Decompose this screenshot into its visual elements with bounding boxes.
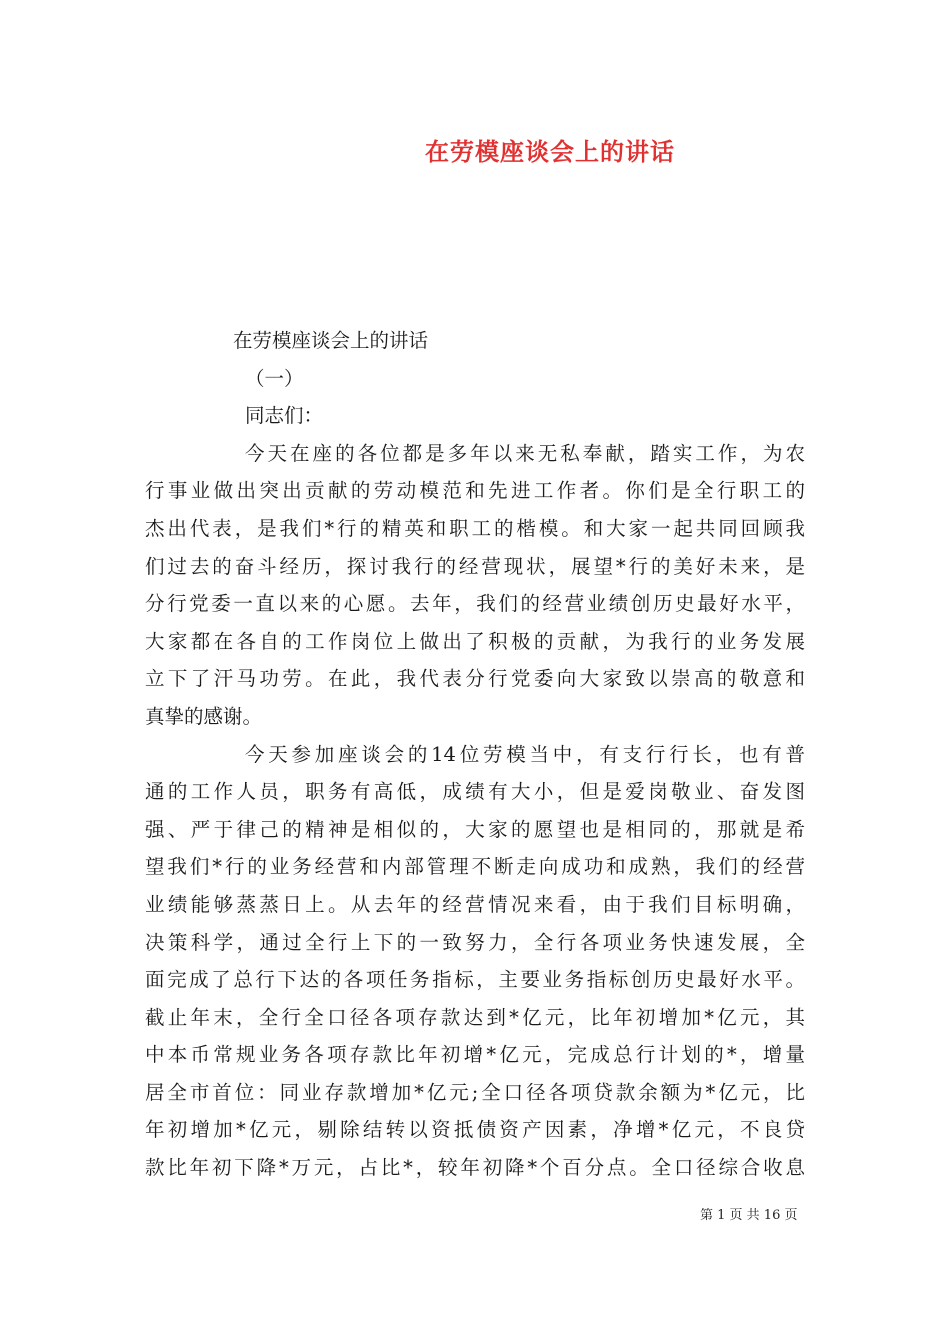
text-line: 面完成了总行下达的各项任务指标，主要业务指标创历史最好水平。 — [145, 968, 805, 992]
text-line: 立下了汗马功劳。在此，我代表分行党委向大家致以崇高的敬意和 — [145, 667, 805, 691]
document-body — [145, 322, 805, 1187]
greeting: 同志们： — [245, 404, 324, 428]
text-line: 决策科学，通过全行上下的一致努力，全行各项业务快速发展，全 — [145, 930, 805, 954]
section-mark: （一） — [245, 366, 304, 390]
text-line: 今天在座的各位都是多年以来无私奉献，踏实工作，为农 — [245, 441, 805, 465]
text-line: 居全市首位：同业存款增加*亿元;全口径各项贷款余额为*亿元，比 — [145, 1080, 805, 1104]
text-line: 杰出代表，是我们*行的精英和职工的楷模。和大家一起共同回顾我 — [145, 516, 805, 540]
page-title: 在劳模座谈会上的讲话 — [425, 137, 675, 166]
paragraph-2 — [145, 736, 805, 1187]
document-subtitle: 在劳模座谈会上的讲话 — [233, 329, 429, 352]
text-line: 望我们*行的业务经营和内部管理不断走向成功和成熟，我们的经营 — [145, 855, 805, 879]
text-line: 通的工作人员，职务有高低，成绩有大小，但是爱岗敬业、奋发图 — [145, 780, 805, 804]
text-line: 中本币常规业务各项存款比年初增*亿元，完成总行计划的*，增量 — [145, 1043, 805, 1067]
text-line: 款比年初下降*万元，占比*，较年初降*个百分点。全口径综合收息 — [145, 1156, 805, 1180]
text-line: 年初增加*亿元，剔除结转以资抵债资产因素，净增*亿元，不良贷 — [145, 1118, 805, 1142]
page-footer: 第 1 页 共 16 页 — [700, 1208, 798, 1223]
text-line: 们过去的奋斗经历，探讨我行的经营现状，展望*行的美好未来，是 — [145, 554, 805, 578]
text-line: 截止年末，全行全口径各项存款达到*亿元，比年初增加*亿元，其 — [145, 1005, 805, 1029]
text-line: 业绩能够蒸蒸日上。从去年的经营情况来看，由于我们目标明确， — [145, 892, 805, 916]
paragraph-1 — [145, 435, 805, 736]
text-line: 行事业做出突出贡献的劳动模范和先进工作者。你们是全行职工的 — [145, 479, 805, 503]
text-line: 大家都在各自的工作岗位上做出了积极的贡献，为我行的业务发展 — [145, 629, 805, 653]
text-line: 分行党委一直以来的心愿。去年，我们的经营业绩创历史最好水平， — [145, 592, 805, 616]
text-line: 强、严于律己的精神是相似的，大家的愿望也是相同的，那就是希 — [145, 817, 805, 841]
text-line: 真挚的感谢。 — [145, 704, 263, 728]
text-line: 今天参加座谈会的14位劳模当中，有支行行长，也有普 — [245, 742, 805, 766]
